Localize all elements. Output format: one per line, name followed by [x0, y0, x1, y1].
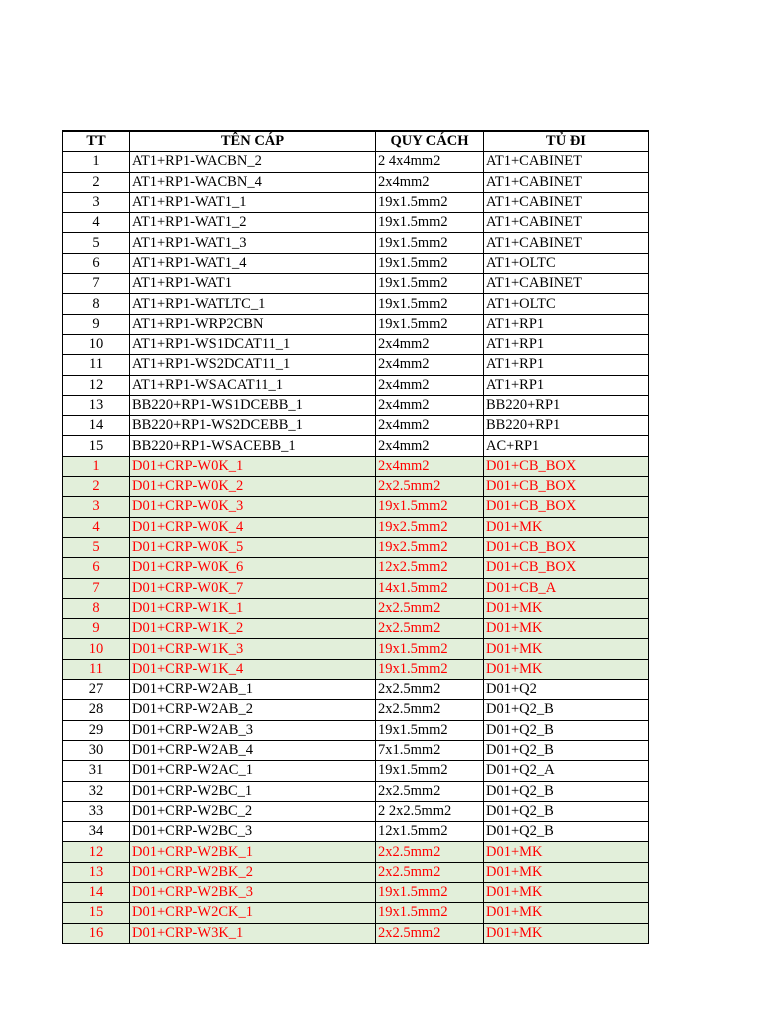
table-row: [63, 395, 649, 415]
cell-tt: 3: [63, 497, 130, 517]
cell-ten-cap: AT1+RP1-WAT1_3: [130, 233, 376, 253]
cell-quy-cach: 2x2.5mm2: [376, 842, 484, 862]
cell-quy-cach: 12x1.5mm2: [376, 822, 484, 842]
cell-tu-di: AT1+CABINET: [484, 213, 649, 233]
cell-tu-di: AT1+CABINET: [484, 152, 649, 172]
cell-tt: 16: [63, 923, 130, 943]
cell-quy-cach: 2x2.5mm2: [376, 477, 484, 497]
cell-quy-cach: 2x2.5mm2: [376, 923, 484, 943]
cell-tu-di: D01+CB_A: [484, 578, 649, 598]
cell-tt: 34: [63, 822, 130, 842]
cell-ten-cap: D01+CRP-W2CK_1: [130, 903, 376, 923]
cell-tt: 1: [63, 456, 130, 476]
cell-quy-cach: 2 4x4mm2: [376, 152, 484, 172]
cell-tu-di: D01+Q2_B: [484, 720, 649, 740]
cell-tu-di: D01+CB_BOX: [484, 537, 649, 557]
cell-tu-di: BB220+RP1: [484, 395, 649, 415]
cell-tu-di: D01+MK: [484, 842, 649, 862]
cell-tu-di: AT1+OLTC: [484, 253, 649, 273]
table-row: [63, 761, 649, 781]
cell-tt: 2: [63, 172, 130, 192]
cell-ten-cap: AT1+RP1-WS1DCAT11_1: [130, 334, 376, 354]
header-row: [63, 131, 649, 152]
table-row: [63, 680, 649, 700]
table-row: [63, 314, 649, 334]
table-row: [63, 537, 649, 557]
cell-tu-di: AT1+RP1: [484, 355, 649, 375]
cell-tt: 6: [63, 558, 130, 578]
table-row: [63, 740, 649, 760]
cell-tt: 1: [63, 152, 130, 172]
table-row: [63, 598, 649, 618]
table-row: [63, 213, 649, 233]
cell-tu-di: D01+Q2: [484, 680, 649, 700]
cell-quy-cach: 19x1.5mm2: [376, 192, 484, 212]
table-row: [63, 700, 649, 720]
cell-ten-cap: D01+CRP-W0K_2: [130, 477, 376, 497]
cell-tt: 28: [63, 700, 130, 720]
cell-ten-cap: AT1+RP1-WSACAT11_1: [130, 375, 376, 395]
cell-ten-cap: D01+CRP-W2AC_1: [130, 761, 376, 781]
cell-ten-cap: AT1+RP1-WS2DCAT11_1: [130, 355, 376, 375]
table-row: [63, 416, 649, 436]
cell-ten-cap: D01+CRP-W0K_5: [130, 537, 376, 557]
cell-tt: 10: [63, 639, 130, 659]
cell-quy-cach: 2 2x2.5mm2: [376, 801, 484, 821]
column-header-tt: TT: [63, 131, 130, 152]
table-row: [63, 152, 649, 172]
cell-ten-cap: D01+CRP-W0K_4: [130, 517, 376, 537]
table-row: [63, 822, 649, 842]
cell-tu-di: D01+CB_BOX: [484, 558, 649, 578]
column-header-quy-cach: QUY CÁCH: [376, 131, 484, 152]
table-row: [63, 862, 649, 882]
cell-ten-cap: AT1+RP1-WAT1: [130, 274, 376, 294]
cell-tt: 31: [63, 761, 130, 781]
cell-ten-cap: AT1+RP1-WACBN_4: [130, 172, 376, 192]
cell-quy-cach: 2x4mm2: [376, 375, 484, 395]
cell-tu-di: BB220+RP1: [484, 416, 649, 436]
cell-ten-cap: D01+CRP-W1K_3: [130, 639, 376, 659]
cell-tt: 7: [63, 274, 130, 294]
cell-quy-cach: 19x1.5mm2: [376, 233, 484, 253]
cell-tu-di: D01+CB_BOX: [484, 477, 649, 497]
table-row: [63, 578, 649, 598]
cell-tt: 27: [63, 680, 130, 700]
cell-tt: 3: [63, 192, 130, 212]
cell-tt: 9: [63, 619, 130, 639]
cell-tu-di: D01+CB_BOX: [484, 497, 649, 517]
cell-ten-cap: D01+CRP-W2AB_3: [130, 720, 376, 740]
cell-tt: 8: [63, 294, 130, 314]
table-row: [63, 334, 649, 354]
cell-ten-cap: BB220+RP1-WSACEBB_1: [130, 436, 376, 456]
cell-tt: 11: [63, 355, 130, 375]
cell-tt: 2: [63, 477, 130, 497]
table-row: [63, 903, 649, 923]
table-body: [63, 152, 649, 944]
cell-ten-cap: AT1+RP1-WAT1_4: [130, 253, 376, 273]
cell-quy-cach: 2x2.5mm2: [376, 680, 484, 700]
cell-tt: 14: [63, 882, 130, 902]
cell-tu-di: D01+MK: [484, 882, 649, 902]
cell-ten-cap: D01+CRP-W1K_2: [130, 619, 376, 639]
cell-tu-di: D01+Q2_B: [484, 781, 649, 801]
table-row: [63, 294, 649, 314]
table-row: [63, 375, 649, 395]
cell-tt: 30: [63, 740, 130, 760]
cell-ten-cap: D01+CRP-W2BC_3: [130, 822, 376, 842]
cell-tt: 7: [63, 578, 130, 598]
cell-quy-cach: 2x2.5mm2: [376, 781, 484, 801]
table-row: [63, 477, 649, 497]
cell-tt: 4: [63, 213, 130, 233]
table-row: [63, 233, 649, 253]
cell-ten-cap: D01+CRP-W2BK_2: [130, 862, 376, 882]
cell-tu-di: D01+CB_BOX: [484, 456, 649, 476]
cell-tu-di: AT1+CABINET: [484, 274, 649, 294]
table-row: [63, 456, 649, 476]
cell-tt: 10: [63, 334, 130, 354]
cell-ten-cap: AT1+RP1-WAT1_2: [130, 213, 376, 233]
cell-quy-cach: 19x1.5mm2: [376, 253, 484, 273]
cell-quy-cach: 2x4mm2: [376, 172, 484, 192]
table-row: [63, 558, 649, 578]
cell-tu-di: AT1+CABINET: [484, 172, 649, 192]
table-row: [63, 842, 649, 862]
cell-tt: 14: [63, 416, 130, 436]
cell-quy-cach: 19x2.5mm2: [376, 537, 484, 557]
cell-tt: 9: [63, 314, 130, 334]
cell-tu-di: AT1+CABINET: [484, 233, 649, 253]
cell-ten-cap: D01+CRP-W0K_3: [130, 497, 376, 517]
cell-tu-di: D01+MK: [484, 619, 649, 639]
cell-quy-cach: 2x4mm2: [376, 395, 484, 415]
cell-ten-cap: D01+CRP-W0K_7: [130, 578, 376, 598]
table-header: [63, 131, 649, 152]
cell-quy-cach: 2x4mm2: [376, 416, 484, 436]
cell-ten-cap: D01+CRP-W1K_1: [130, 598, 376, 618]
cell-quy-cach: 2x4mm2: [376, 334, 484, 354]
cell-ten-cap: AT1+RP1-WAT1_1: [130, 192, 376, 212]
table-row: [63, 274, 649, 294]
cell-quy-cach: 19x1.5mm2: [376, 497, 484, 517]
cable-schedule-table: [62, 130, 649, 944]
column-header-tu-di: TỦ ĐI: [484, 131, 649, 152]
cell-tu-di: AT1+RP1: [484, 314, 649, 334]
cell-quy-cach: 19x1.5mm2: [376, 314, 484, 334]
cell-tt: 32: [63, 781, 130, 801]
cell-ten-cap: D01+CRP-W2BC_2: [130, 801, 376, 821]
cell-ten-cap: AT1+RP1-WATLTC_1: [130, 294, 376, 314]
cell-quy-cach: 2x2.5mm2: [376, 619, 484, 639]
cell-quy-cach: 2x4mm2: [376, 436, 484, 456]
cell-tt: 5: [63, 537, 130, 557]
cell-ten-cap: D01+CRP-W2BC_1: [130, 781, 376, 801]
cell-ten-cap: D01+CRP-W2AB_1: [130, 680, 376, 700]
cell-quy-cach: 2x2.5mm2: [376, 862, 484, 882]
cell-tt: 4: [63, 517, 130, 537]
cell-quy-cach: 12x2.5mm2: [376, 558, 484, 578]
table-row: [63, 659, 649, 679]
cell-quy-cach: 7x1.5mm2: [376, 740, 484, 760]
table-row: [63, 619, 649, 639]
cell-ten-cap: D01+CRP-W0K_6: [130, 558, 376, 578]
cell-ten-cap: D01+CRP-W2BK_3: [130, 882, 376, 902]
cell-quy-cach: 2x2.5mm2: [376, 700, 484, 720]
cell-tt: 29: [63, 720, 130, 740]
cell-tu-di: AC+RP1: [484, 436, 649, 456]
table-row: [63, 720, 649, 740]
cell-quy-cach: 2x4mm2: [376, 355, 484, 375]
cell-tt: 5: [63, 233, 130, 253]
cell-quy-cach: 19x1.5mm2: [376, 903, 484, 923]
cell-quy-cach: 19x1.5mm2: [376, 213, 484, 233]
table-row: [63, 436, 649, 456]
cell-tu-di: D01+MK: [484, 903, 649, 923]
cell-tu-di: D01+MK: [484, 598, 649, 618]
cell-quy-cach: 14x1.5mm2: [376, 578, 484, 598]
table-row: [63, 781, 649, 801]
cell-tu-di: D01+Q2_A: [484, 761, 649, 781]
cell-quy-cach: 19x1.5mm2: [376, 659, 484, 679]
cell-tu-di: D01+MK: [484, 517, 649, 537]
cell-ten-cap: BB220+RP1-WS2DCEBB_1: [130, 416, 376, 436]
cell-tt: 33: [63, 801, 130, 821]
cell-ten-cap: D01+CRP-W0K_1: [130, 456, 376, 476]
cell-tu-di: AT1+RP1: [484, 334, 649, 354]
table-row: [63, 355, 649, 375]
table-row: [63, 639, 649, 659]
cell-ten-cap: AT1+RP1-WACBN_2: [130, 152, 376, 172]
cell-tu-di: D01+MK: [484, 923, 649, 943]
cell-tu-di: D01+Q2_B: [484, 822, 649, 842]
table-row: [63, 253, 649, 273]
cell-tt: 8: [63, 598, 130, 618]
cell-quy-cach: 19x1.5mm2: [376, 639, 484, 659]
cell-ten-cap: D01+CRP-W2AB_4: [130, 740, 376, 760]
cell-tu-di: D01+Q2_B: [484, 700, 649, 720]
table-row: [63, 882, 649, 902]
cell-quy-cach: 19x1.5mm2: [376, 294, 484, 314]
cell-quy-cach: 2x2.5mm2: [376, 598, 484, 618]
cell-quy-cach: 19x2.5mm2: [376, 517, 484, 537]
cell-tt: 13: [63, 395, 130, 415]
cell-ten-cap: AT1+RP1-WRP2CBN: [130, 314, 376, 334]
cell-tt: 15: [63, 903, 130, 923]
cell-tu-di: AT1+CABINET: [484, 192, 649, 212]
column-header-ten-cap: TÊN CÁP: [130, 131, 376, 152]
table-row: [63, 923, 649, 943]
cell-tu-di: AT1+OLTC: [484, 294, 649, 314]
cell-ten-cap: D01+CRP-W2AB_2: [130, 700, 376, 720]
cell-tu-di: D01+Q2_B: [484, 801, 649, 821]
cell-tt: 12: [63, 375, 130, 395]
cell-quy-cach: 19x1.5mm2: [376, 274, 484, 294]
table-row: [63, 517, 649, 537]
cell-ten-cap: D01+CRP-W1K_4: [130, 659, 376, 679]
cell-quy-cach: 2x4mm2: [376, 456, 484, 476]
cell-tu-di: D01+MK: [484, 862, 649, 882]
cell-ten-cap: BB220+RP1-WS1DCEBB_1: [130, 395, 376, 415]
table-row: [63, 172, 649, 192]
cell-quy-cach: 19x1.5mm2: [376, 761, 484, 781]
cell-tt: 6: [63, 253, 130, 273]
cell-quy-cach: 19x1.5mm2: [376, 882, 484, 902]
cell-tt: 15: [63, 436, 130, 456]
cell-tu-di: D01+MK: [484, 639, 649, 659]
cell-tu-di: AT1+RP1: [484, 375, 649, 395]
cell-tt: 12: [63, 842, 130, 862]
table-row: [63, 497, 649, 517]
cell-tu-di: D01+MK: [484, 659, 649, 679]
cell-quy-cach: 19x1.5mm2: [376, 720, 484, 740]
cell-tu-di: D01+Q2_B: [484, 740, 649, 760]
cell-ten-cap: D01+CRP-W3K_1: [130, 923, 376, 943]
cell-ten-cap: D01+CRP-W2BK_1: [130, 842, 376, 862]
table-row: [63, 192, 649, 212]
cell-tt: 13: [63, 862, 130, 882]
cell-tt: 11: [63, 659, 130, 679]
table-row: [63, 801, 649, 821]
